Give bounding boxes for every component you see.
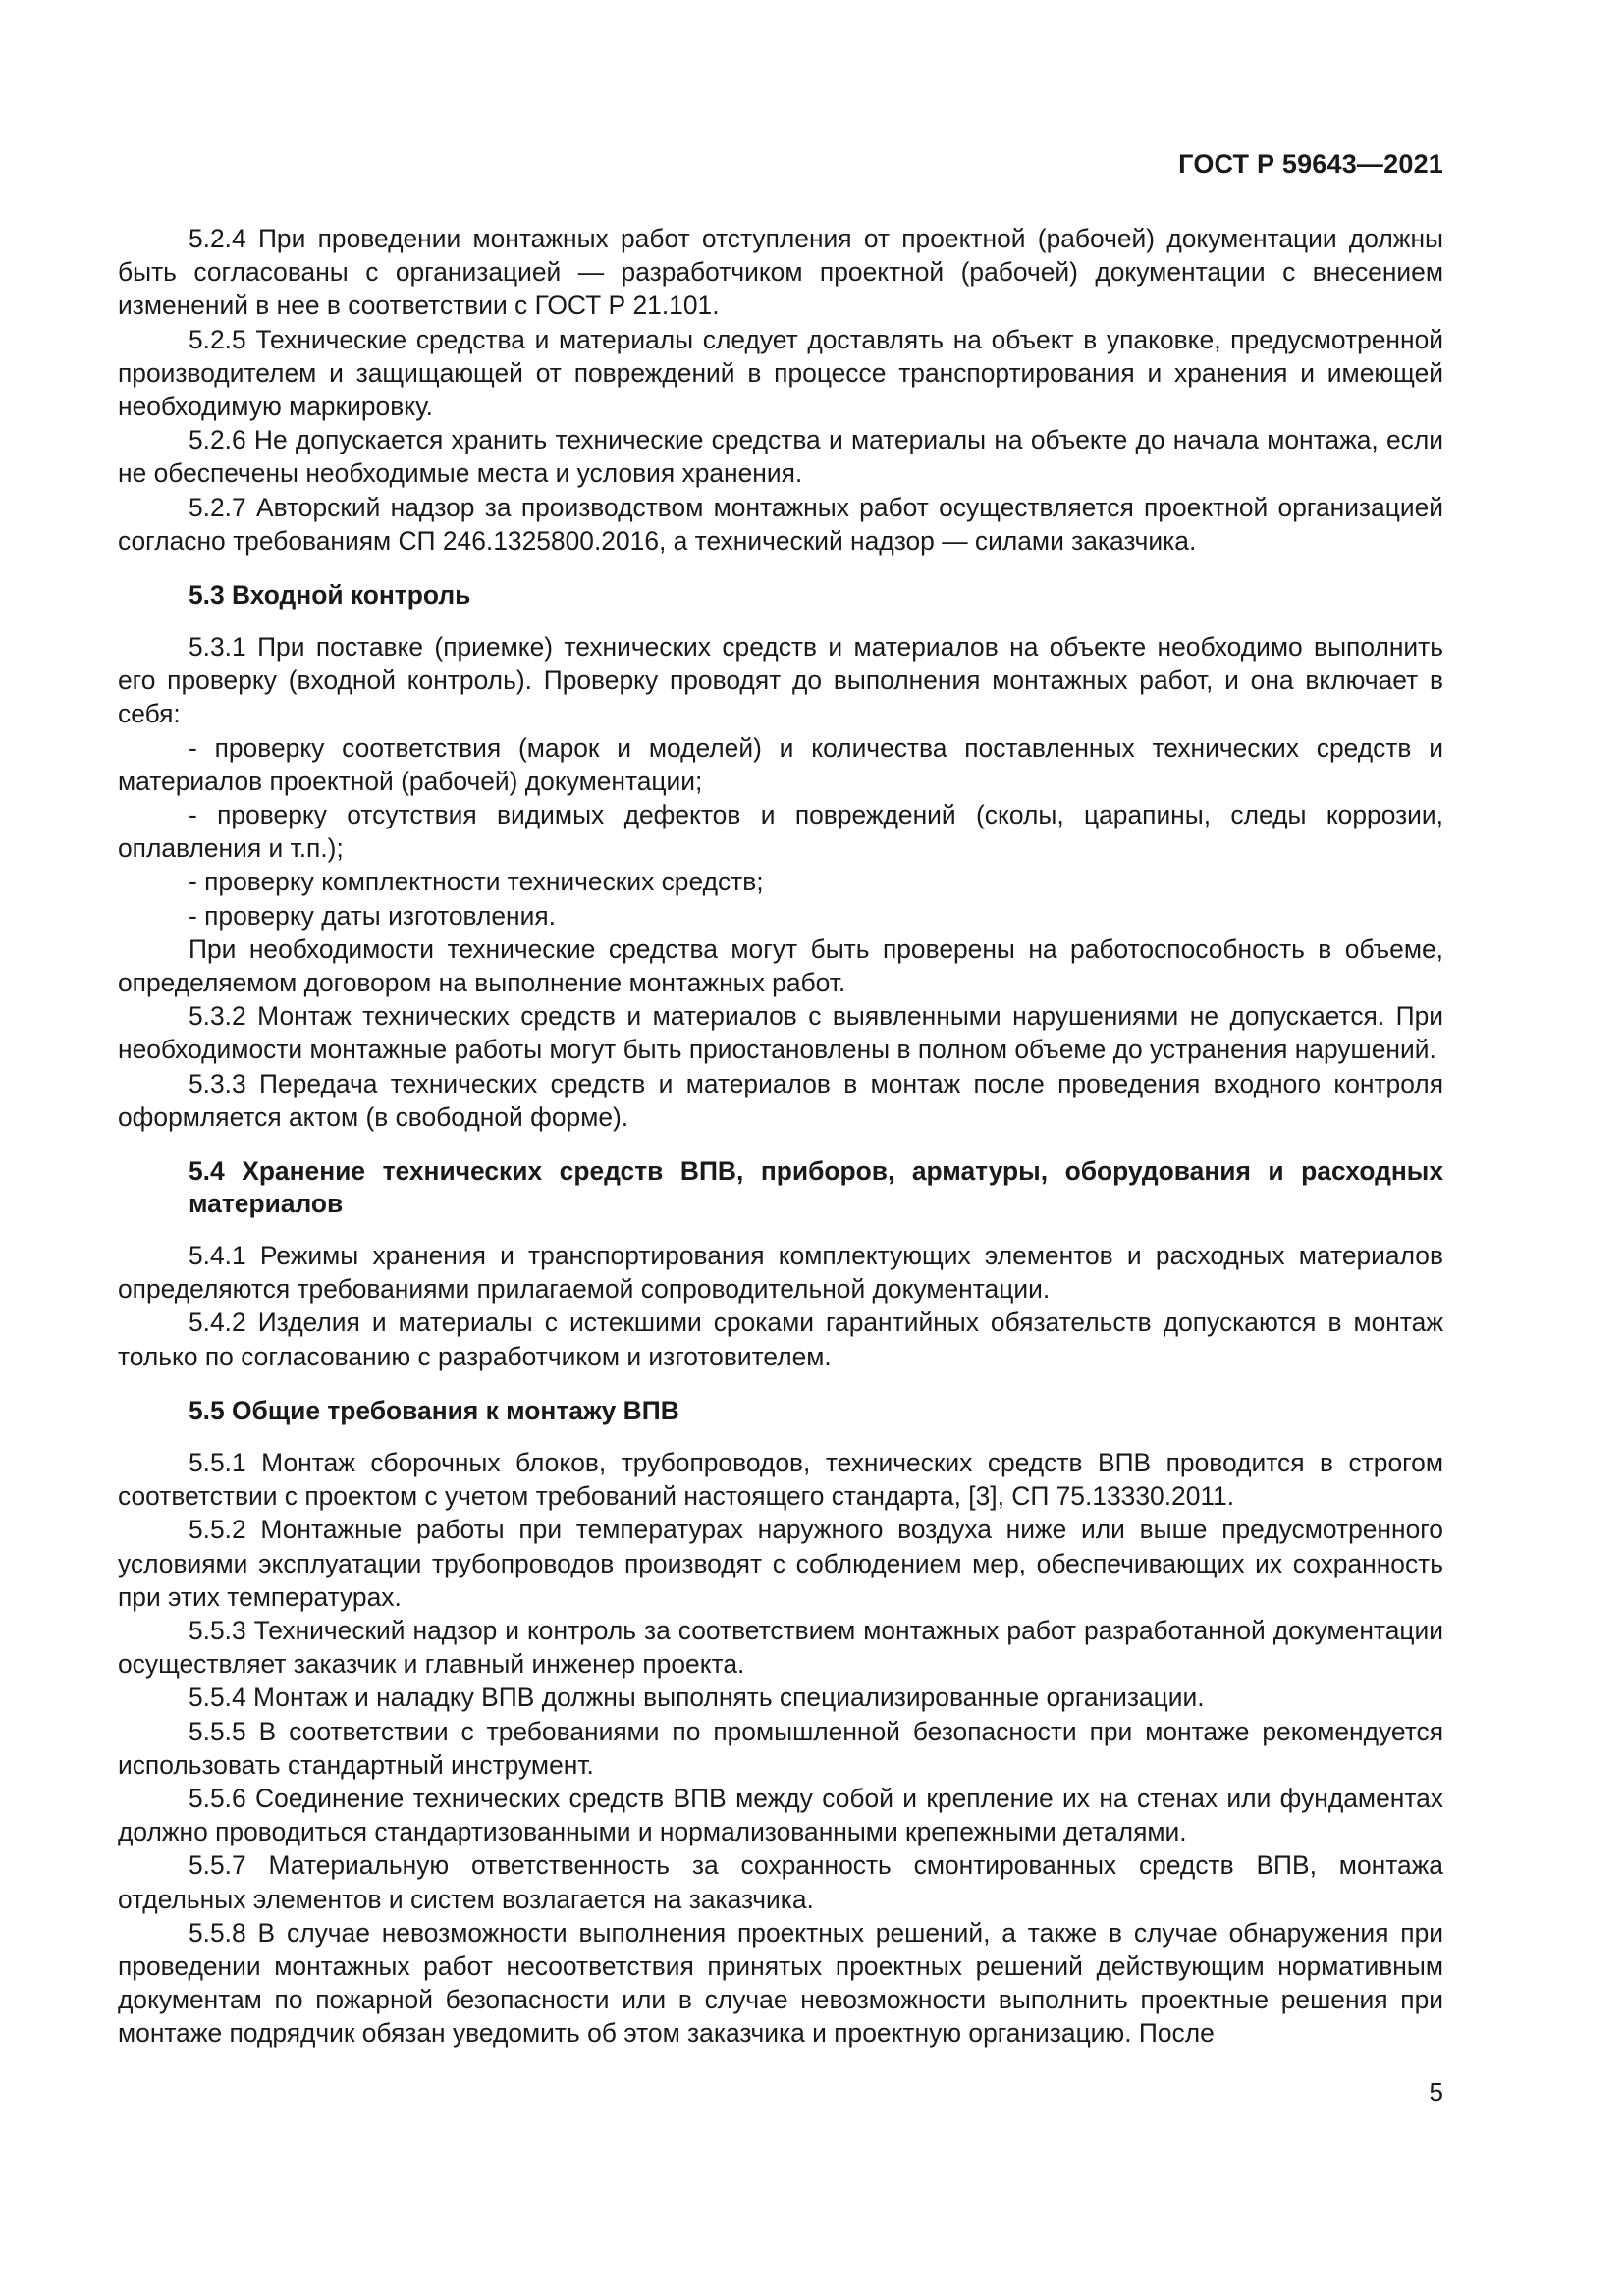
- paragraph: 5.5.5 В соответствии с требованиями по промышленной безопасности при монтаже рекомендуется использовать стандартный инструмент.: [118, 1716, 1443, 1780]
- paragraph: - проверку отсутствия видимых дефектов и повреждений (сколы, царапины, следы коррозии, оплавления и т.п.);: [118, 800, 1443, 864]
- page-number: 5: [1429, 2077, 1443, 2107]
- paragraph: 5.2.4 При проведении монтажных работ отступления от проектной (рабочей) документации должны быть согласованы с организацией — разработчиком проектной (рабочей) документации с внесением изменений в нее в соответствии с ГОСТ Р 21.101.: [118, 224, 1443, 321]
- paragraph: 5.2.7 Авторский надзор за производством монтажных работ осуществляется проектной организацией согласно требованиям СП 246.1325800.2016, а технический надзор — силами заказчика.: [118, 492, 1443, 556]
- paragraph: 5.5.2 Монтажные работы при температурах наружного воздуха ниже или выше предусмотренного условиями эксплуатации трубопроводов производят с соблюдением мер, обеспечивающих их сохранность при этих температурах.: [118, 1515, 1443, 1612]
- paragraph: 5.4.1 Режимы хранения и транспортирования комплектующих элементов и расходных материалов определяются требованиями прилагаемой сопроводительной документации.: [118, 1241, 1443, 1305]
- paragraph: 5.5.1 Монтаж сборочных блоков, трубопроводов, технических средств ВПВ проводится в строгом соответствии с проектом с учетом требований настоящего стандарта, [3], СП 75.13330.2011.: [118, 1447, 1443, 1512]
- section-heading: 5.3 Входной контроль: [189, 580, 471, 611]
- section-heading: 5.4 Хранение технических средств ВПВ, приборов, арматуры, оборудования и расходных материалов: [189, 1156, 1443, 1219]
- paragraph: 5.2.5 Технические средства и материалы следует доставлять на объект в упаковке, предусмотренной производителем и защищающей от повреждений в процессе транспортирования и хранения и имеющей необходимую маркировку.: [118, 324, 1443, 422]
- paragraph: 5.3.1 При поставке (приемке) технических средств и материалов на объекте необходимо выполнить его проверку (входной контроль). Проверку проводят до выполнения монтажных работ, и она включает в себя:: [118, 632, 1443, 729]
- paragraph: - проверку даты изготовления.: [189, 900, 556, 931]
- section-heading: 5.5 Общие требования к монтажу ВПВ: [189, 1395, 679, 1425]
- paragraph: 5.5.3 Технический надзор и контроль за соответствием монтажных работ разработанной документации осуществляет заказчик и главный инженер проекта.: [118, 1615, 1443, 1680]
- paragraph: 5.5.4 Монтаж и наладку ВПВ должны выполнять специализированные организации.: [189, 1682, 1205, 1713]
- paragraph: 5.3.2 Монтаж технических средств и материалов с выявленными нарушениями не допускается. При необходимости монтажные работы могут быть приостановлены в полном объеме до устранения нарушений.: [118, 1001, 1443, 1065]
- paragraph: 5.4.2 Изделия и материалы с истекшими сроками гарантийных обязательств допускаются в монтаж только по согласованию с разработчиком и изготовителем.: [118, 1308, 1443, 1371]
- paragraph: 5.5.6 Соединение технических средств ВПВ между собой и крепление их на стенах или фундаментах должно проводиться стандартизованными и нормализованными крепежными деталями.: [118, 1783, 1443, 1847]
- paragraph: 5.2.6 Не допускается хранить технические средства и материалы на объекте до начала монтажа, если не обеспечены необходимые места и условия хранения.: [118, 425, 1443, 489]
- paragraph: 5.5.7 Материальную ответственность за сохранность смонтированных средств ВПВ, монтажа отдельных элементов и систем возлагается на заказчика.: [118, 1850, 1443, 1914]
- page-content: [118, 222, 1443, 2051]
- paragraph: 5.5.8 В случае невозможности выполнения проектных решений, а также в случае обнаружения при проведении монтажных работ несоответствия принятых проектных решений действующим нормативным документам по пожарной безопасности или в случае невозможности выполнить проектные решения при монтаже подрядчик обязан уведомить об этом заказчика и проектную организацию. После: [118, 1917, 1443, 2049]
- paragraph: - проверку комплектности технических средств;: [189, 867, 764, 897]
- document-id-header: ГОСТ Р 59643—2021: [1178, 149, 1443, 179]
- paragraph: - проверку соответствия (марок и моделей) и количества поставленных технических средств и материалов проектной (рабочей) документации;: [118, 732, 1443, 796]
- paragraph: 5.3.3 Передача технических средств и материалов в монтаж после проведения входного контроля оформляется актом (в свободной форме).: [118, 1068, 1443, 1132]
- paragraph: При необходимости технические средства могут быть проверены на работоспособность в объеме, определяемом договором на выполнение монтажных работ.: [118, 934, 1443, 998]
